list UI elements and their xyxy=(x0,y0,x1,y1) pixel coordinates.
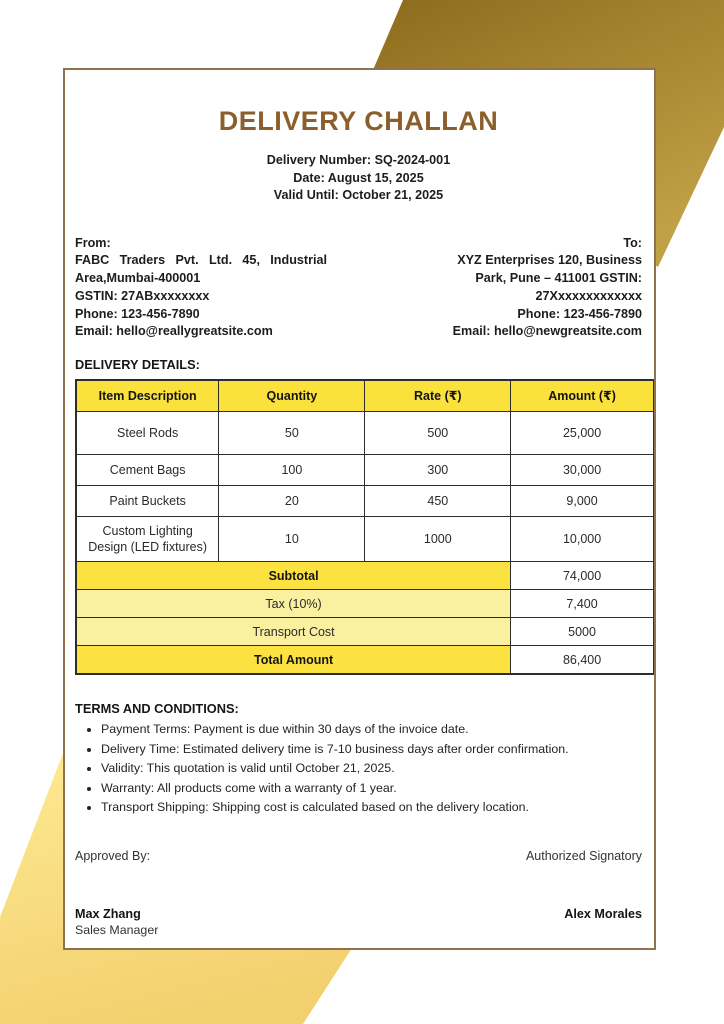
item-quantity: 100 xyxy=(219,455,365,486)
from-address: FABC Traders Pvt. Ltd. 45, Industrial Area,Mumbai-400001 xyxy=(75,253,327,286)
item-name: Paint Buckets xyxy=(76,486,219,517)
page-title: DELIVERY CHALLAN xyxy=(218,106,499,136)
parties-section xyxy=(75,235,642,341)
header-amount: Amount (₹) xyxy=(511,380,654,412)
item-rate: 300 xyxy=(365,455,511,486)
from-gstin: GSTIN: 27ABxxxxxxxx xyxy=(75,288,210,303)
total-amount-value: 86,400 xyxy=(511,646,654,675)
header-item-description: Item Description xyxy=(76,380,219,412)
item-amount: 10,000 xyxy=(511,517,654,562)
transport-cost-label: Transport Cost xyxy=(76,618,511,646)
document-meta xyxy=(75,152,642,205)
item-name: Steel Rods xyxy=(76,412,219,455)
to-phone: Phone: 123-456-7890 xyxy=(517,306,642,321)
left-signatory-role: Sales Manager xyxy=(75,922,159,937)
table-row xyxy=(76,517,654,562)
terms-item: • Payment Terms: Payment is due within 30 days of the invoice date. xyxy=(101,720,642,740)
terms-heading: TERMS AND CONDITIONS: xyxy=(75,701,239,716)
to-email: Email: hello@newgreatsite.com xyxy=(452,324,642,339)
from-phone: Phone: 123-456-7890 xyxy=(75,306,200,321)
approved-by-label: Approved By: xyxy=(75,848,151,863)
delivery-challan-document xyxy=(63,68,656,950)
to-address: XYZ Enterprises 120, Business Park, Pune – 411001 GSTIN: 27Xxxxxxxxxxxxx xyxy=(457,253,642,303)
item-rate: 450 xyxy=(365,486,511,517)
table-header-row xyxy=(76,380,654,412)
total-amount-label: Total Amount xyxy=(76,646,511,675)
table-row xyxy=(76,455,654,486)
tax-label: Tax (10%) xyxy=(76,590,511,618)
from-label: From: xyxy=(75,235,111,250)
terms-list xyxy=(101,720,642,818)
to-label: To: xyxy=(623,235,642,250)
from-email: Email: hello@reallygreatsite.com xyxy=(75,324,273,339)
item-name: Custom Lighting Design (LED fixtures) xyxy=(76,517,219,562)
transport-cost-row xyxy=(76,618,654,646)
item-amount: 9,000 xyxy=(511,486,654,517)
item-quantity: 20 xyxy=(219,486,365,517)
subtotal-label: Subtotal xyxy=(76,562,511,590)
table-row xyxy=(76,486,654,517)
authorized-signatory-label: Authorized Signatory xyxy=(525,848,642,863)
item-quantity: 10 xyxy=(219,517,365,562)
terms-item: • Warranty: All products come with a warranty of 1 year. xyxy=(101,779,642,799)
to-block xyxy=(434,235,642,341)
tax-row xyxy=(76,590,654,618)
total-amount-row xyxy=(76,646,654,675)
left-signatory xyxy=(75,907,158,937)
tax-value: 7,400 xyxy=(511,590,654,618)
item-name: Cement Bags xyxy=(76,455,219,486)
right-signatory-name: Alex Morales xyxy=(564,906,642,921)
delivery-details-table xyxy=(75,379,655,675)
item-rate: 500 xyxy=(365,412,511,455)
item-amount: 30,000 xyxy=(511,455,654,486)
transport-cost-value: 5000 xyxy=(511,618,654,646)
subtotal-row xyxy=(76,562,654,590)
signature-labels-row xyxy=(75,849,642,863)
from-block xyxy=(75,235,327,341)
item-rate: 1000 xyxy=(365,517,511,562)
delivery-details-heading: DELIVERY DETAILS: xyxy=(75,357,200,372)
signature-names-row xyxy=(75,907,642,937)
item-amount: 25,000 xyxy=(511,412,654,455)
left-signatory-name: Max Zhang xyxy=(75,906,141,921)
delivery-number: Delivery Number: SQ-2024-001 xyxy=(266,153,451,167)
terms-item: • Validity: This quotation is valid until October 21, 2025. xyxy=(101,759,642,779)
item-quantity: 50 xyxy=(219,412,365,455)
header-quantity: Quantity xyxy=(219,380,365,412)
subtotal-value: 74,000 xyxy=(511,562,654,590)
terms-item: • Transport Shipping: Shipping cost is calculated based on the delivery location. xyxy=(101,798,642,818)
document-date: Date: August 15, 2025 xyxy=(293,170,424,185)
valid-until: Valid Until: October 21, 2025 xyxy=(273,188,444,203)
table-row xyxy=(76,412,654,455)
header-rate: Rate (₹) xyxy=(365,380,511,412)
terms-item: • Delivery Time: Estimated delivery time is 7-10 business days after order confirmation. xyxy=(101,740,642,760)
